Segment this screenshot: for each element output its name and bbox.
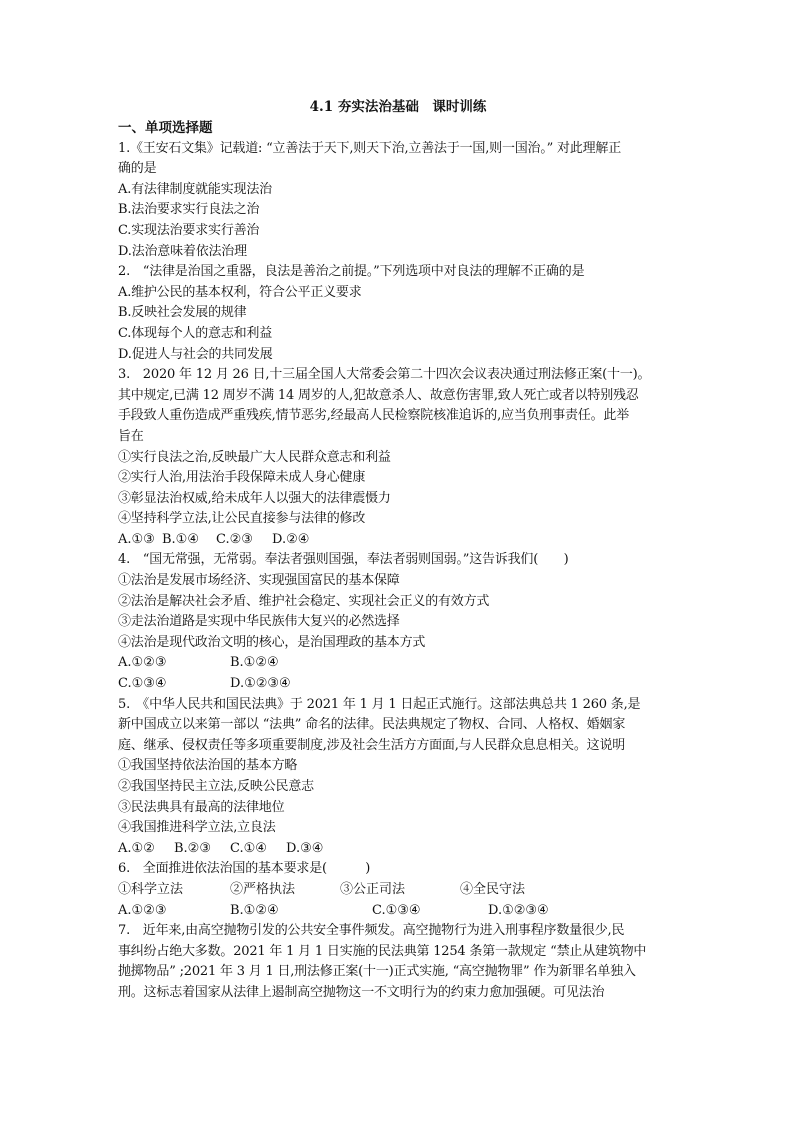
question-5-option-c: C.①④ <box>230 840 267 856</box>
question-6-options <box>118 901 678 922</box>
question-6-item-2: ②严格执法 <box>230 881 296 897</box>
question-3-item-4: ④坚持科学立法,让公民直接参与法律的修改 <box>118 511 366 527</box>
question-5-item-1: ①我国坚持依法治国的基本方略 <box>118 758 298 774</box>
question-5-option-b: B.②③ <box>174 840 211 856</box>
question-6-item-1: ①科学立法 <box>118 881 184 897</box>
question-4-item-4: ④法治是现代政治文明的核心，是治国理政的基本方式 <box>118 634 426 650</box>
question-2-option-d: D.促进人与社会的共同发展 <box>118 346 273 362</box>
question-3-stem: 3. 2020 年 12 月 26 日,十三届全国人大常委会第二十四次会议表决通过刑法修正案(十一)。 <box>118 367 651 383</box>
question-3-options <box>118 530 678 551</box>
question-5-item-4: ④我国推进科学立法,立良法 <box>118 820 276 836</box>
question-2 <box>118 262 678 365</box>
question-5 <box>118 695 678 860</box>
question-3-option-d: D.②④ <box>272 531 310 547</box>
question-4-options-row-2 <box>118 674 678 695</box>
question-4-options-row-1 <box>118 653 678 674</box>
question-5-options <box>118 839 678 860</box>
question-7-stem-cont: 抛掷物品” ;2021 年 3 月 1 日,刑法修正案(十一)正式实施, “高空抛物罪” 作为新罪名单独入 <box>118 964 636 980</box>
question-6-item-4: ④全民守法 <box>460 881 526 897</box>
question-3-option-a: A.①③ <box>118 531 155 547</box>
question-5-stem-cont: 新中国成立以来第一部以 “法典” 命名的法律。民法典规定了物权、合同、人格权、婚姻家 <box>118 717 626 733</box>
question-6-option-a: A.①②③ <box>118 902 167 918</box>
question-4-item-3: ③走法治道路是实现中华民族伟大复兴的必然选择 <box>118 614 400 630</box>
question-7-stem-cont: 事纠纷占绝大多数。2021 年 1 月 1 日实施的民法典第 1254 条第一款规定 “禁止从建筑物中 <box>118 943 647 959</box>
question-3-item-2: ②实行人治,用法治手段保障未成人身心健康 <box>118 470 366 486</box>
question-3-option-b: B.①④ <box>162 531 199 547</box>
question-7 <box>118 921 678 1003</box>
question-3-stem-cont: 旨在 <box>118 428 144 444</box>
question-4-item-2: ②法治是解决社会矛盾、维护社会稳定、实现社会正义的有效方式 <box>118 593 490 609</box>
question-5-item-2: ②我国坚持民主立法,反映公民意志 <box>118 779 314 794</box>
question-5-option-a: A.①② <box>118 840 155 856</box>
document-content <box>118 98 678 1004</box>
question-6-option-c: C.①③④ <box>372 902 421 918</box>
question-3-option-c: C.②③ <box>216 531 253 547</box>
question-6 <box>118 859 678 921</box>
question-4 <box>118 550 678 694</box>
question-7-stem-cont: 刑。这标志着国家从法律上遏制高空抛物这一不文明行为的约束力愈加强硬。可见法治 <box>118 984 605 1000</box>
question-4-option-c: C.①③④ <box>118 676 167 692</box>
question-2-option-c: C.体现每个人的意志和利益 <box>118 325 273 341</box>
question-5-stem: 5. 《中华人民共和国民法典》于 2021 年 1 月 1 日起正式施行。这部法典总共 1 260 条,是 <box>118 696 641 712</box>
question-1-option-c: C.实现法治要求实行善治 <box>118 222 260 238</box>
question-5-option-d: D.③④ <box>286 840 324 856</box>
question-2-stem: 2. “法律是治国之重器，良法是善治之前提。”下列选项中对良法的理解不正确的是 <box>118 264 585 280</box>
question-5-item-3: ③民法典具有最高的法律地位 <box>118 799 285 815</box>
question-2-option-b: B.反映社会发展的规律 <box>118 305 247 321</box>
question-1-option-a: A.有法律制度就能实现法治 <box>118 181 272 197</box>
question-7-stem: 7. 近年来,由高空抛物引发的公共安全事件频发。高空抛物行为进入刑事程序数量很少,民 <box>118 923 625 939</box>
question-3-item-3: ③彰显法治权威,给未成年人以强大的法律震慑力 <box>118 490 391 506</box>
question-1-stem: 1.《王安石文集》记载道: “立善法于天下,则天下治,立善法于一国,则一国治。” 对此理解正 <box>118 140 622 156</box>
question-6-option-b: B.①②④ <box>230 902 279 918</box>
question-1-option-b: B.法治要求实行良法之治 <box>118 202 260 218</box>
question-3-item-1: ①实行良法之治,反映最广大人民群众意志和利益 <box>118 449 391 465</box>
question-2-option-a: A.维护公民的基本权利，符合公平正义要求 <box>118 284 362 300</box>
question-3-stem-cont: 其中规定,已满 12 周岁不满 14 周岁的人,犯故意杀人、故意伤害罪,致人死亡或者以特别残忍 <box>118 387 639 403</box>
question-3 <box>118 365 678 550</box>
question-4-item-1: ①法治是发展市场经济、实现强国富民的基本保障 <box>118 573 400 589</box>
question-1-option-d: D.法治意味着依法治理 <box>118 243 247 259</box>
question-5-stem-cont: 庭、继承、侵权责任等多项重要制度,涉及社会生活方方面面,与人民群众息息相关。这说明 <box>118 737 626 753</box>
question-4-option-d: D.①②③④ <box>230 676 291 692</box>
question-1-stem-cont: 确的是 <box>118 161 157 177</box>
question-6-option-d: D.①②③④ <box>488 902 549 918</box>
question-3-stem-cont: 手段致人重伤造成严重残疾,情节恶劣,经最高人民检察院核准追诉的,应当负刑事责任。此举 <box>118 408 629 424</box>
question-1 <box>118 139 678 263</box>
page-title: 4.1 夯实法治基础 课时训练 <box>309 99 487 115</box>
question-6-item-3: ③公正司法 <box>340 881 406 897</box>
question-4-option-a: A.①②③ <box>118 655 167 671</box>
question-4-option-b: B.①②④ <box>230 655 279 671</box>
question-6-items <box>118 880 678 901</box>
question-4-stem: 4. “国无常强，无常弱。奉法者强则国强，奉法者弱则国弱。”这告诉我们( ) <box>118 552 569 568</box>
section-heading: 一、单项选择题 <box>118 120 213 136</box>
question-6-stem: 6. 全面推进依法治国的基本要求是( ) <box>118 861 371 877</box>
